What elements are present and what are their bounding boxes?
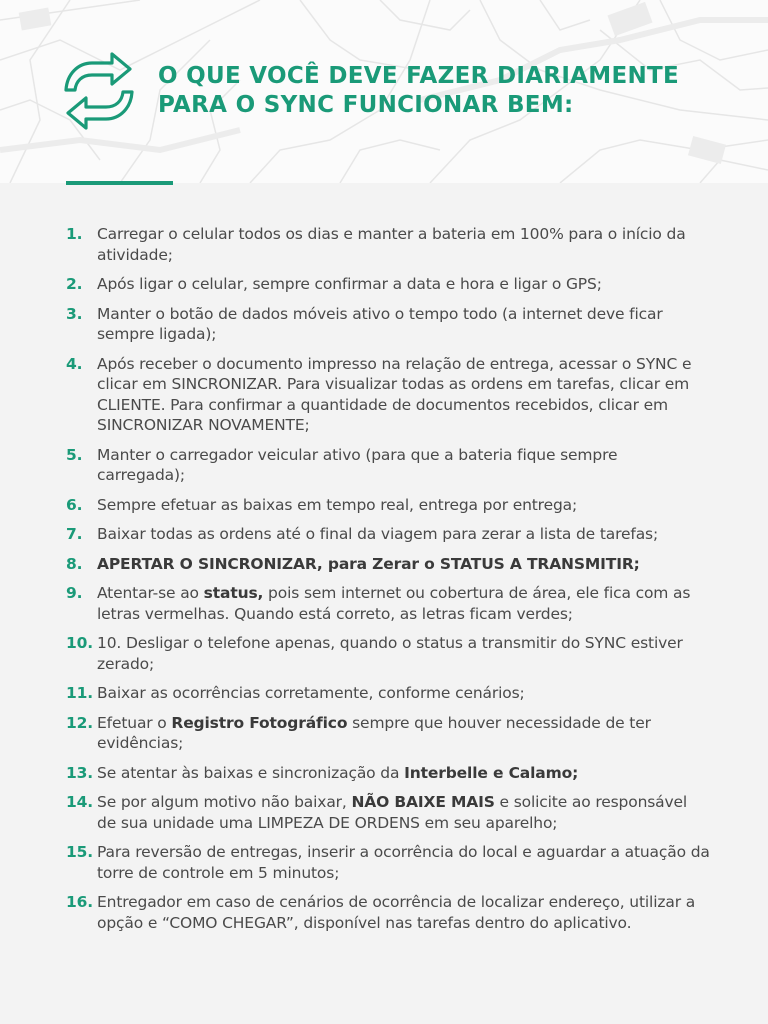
text-segment: pois sem internet ou cobertura de área, ele fica com as letras vermelhas. Quando está correto, as letras ficam verdes; (97, 584, 691, 623)
list-item-number: 12. (66, 713, 94, 732)
text-segment: Se por algum motivo não baixar, (97, 793, 352, 811)
list-item-text (97, 446, 617, 485)
text-segment: Manter o carregador veicular ativo (para que a bateria fique sempre carregada); (97, 445, 618, 484)
list-item-number: 2. (66, 275, 83, 293)
instruction-list (0, 224, 768, 942)
text-segment: Para reversão de entregas, inserir a ocorrência do local e aguardar a atuação da torre de controle em 5 minutos; (97, 843, 710, 882)
list-item-number: 15. (66, 843, 94, 861)
title-line-2: PARA O SYNC FUNCIONAR BEM: (158, 92, 574, 118)
list-item-text (97, 714, 651, 753)
list-item-number: 4. (66, 354, 83, 373)
list-item-number: 7. (66, 525, 83, 543)
list-item-number: 6. (66, 495, 83, 514)
list-item (0, 524, 768, 545)
list-item (0, 445, 768, 486)
list-item-number: 9. (66, 584, 83, 602)
text-segment: Se atentar às baixas e sincronização da (97, 763, 405, 782)
list-item-text (97, 225, 686, 264)
list-item-text (97, 555, 640, 573)
list-item-number: 8. (66, 554, 83, 573)
list-item (0, 304, 768, 345)
list-item-number: 10. (66, 634, 94, 652)
bold-text: Interbelle e Calamo; (404, 763, 579, 782)
list-item (0, 274, 768, 295)
bold-text: APERTAR O SINCRONIZAR, para Zerar o STATUS A TRANSMITIR; (97, 554, 640, 573)
list-item (0, 792, 768, 833)
text-segment: sempre que houver necessidade de ter evidências; (97, 713, 651, 752)
list-item-text (97, 843, 710, 882)
list-item (0, 713, 768, 754)
bold-text: NÃO BAIXE MAIS (351, 793, 495, 811)
bold-text: status, (203, 584, 264, 602)
bold-text: Registro Fotográfico (171, 713, 348, 732)
list-item (0, 842, 768, 883)
list-item (0, 554, 768, 575)
list-item (0, 224, 768, 265)
text-segment: Sempre efetuar as baixas em tempo real, entrega por entrega; (97, 495, 578, 514)
list-item-number: 11. (66, 684, 94, 702)
list-item-text (97, 305, 663, 344)
text-segment: Efetuar o (97, 713, 172, 732)
sync-arrows-icon (62, 50, 136, 132)
list-item-text (97, 584, 690, 623)
text-segment: 10. Desligar o telefone apenas, quando o status a transmitir do SYNC estiver zerado; (97, 634, 683, 673)
list-item-text (97, 634, 683, 673)
list-item-number: 16. (66, 893, 94, 911)
list-item-text (97, 525, 658, 543)
list-item (0, 633, 768, 674)
list-item-text (97, 496, 577, 514)
text-segment: Atentar-se ao (97, 584, 204, 602)
title-line-1: O QUE VOCÊ DEVE FAZER DIARIAMENTE (158, 63, 680, 89)
title-underline (66, 181, 173, 185)
list-item-number: 5. (66, 445, 83, 464)
list-item (0, 683, 768, 704)
list-item (0, 763, 768, 784)
text-segment: Após receber o documento impresso na relação de entrega, acessar o SYNC e clicar em SINCRONIZAR. Para visualizar todas as ordens em tarefas, clicar em CLIENTE. Para confirmar a quantidade de documentos recebidos, clicar em SINCRONIZAR NOVAMENTE; (97, 354, 692, 434)
list-item-text (97, 793, 687, 832)
text-segment: Baixar as ocorrências corretamente, conforme cenários; (97, 684, 525, 702)
list-item (0, 583, 768, 624)
list-item (0, 892, 768, 933)
text-segment: Manter o botão de dados móveis ativo o tempo todo (a internet deve ficar sempre ligada); (97, 304, 663, 343)
list-item (0, 495, 768, 516)
list-item-text (97, 764, 578, 782)
text-segment: Carregar o celular todos os dias e manter a bateria em 100% para o início da atividade; (97, 225, 686, 264)
list-item-number: 1. (66, 225, 83, 243)
page-title (158, 62, 679, 120)
list-item-number: 3. (66, 304, 83, 323)
list-item-text (97, 275, 602, 293)
text-segment: Baixar todas as ordens até o final da viagem para zerar a lista de tarefas; (97, 525, 659, 543)
list-item-text (97, 684, 525, 702)
list-item-number: 13. (66, 763, 94, 782)
text-segment: e solicite ao responsável de sua unidade uma LIMPEZA DE ORDENS em seu aparelho; (97, 793, 688, 832)
list-item (0, 354, 768, 436)
list-item-text (97, 355, 691, 435)
list-item-number: 14. (66, 793, 94, 811)
header (0, 0, 768, 183)
list-item-text (97, 893, 695, 932)
text-segment: Entregador em caso de cenários de ocorrência de localizar endereço, utilizar a opção e “COMO CHEGAR”, disponível nas tarefas dentro do aplicativo. (97, 893, 696, 932)
text-segment: Após ligar o celular, sempre confirmar a data e hora e ligar o GPS; (97, 275, 602, 293)
